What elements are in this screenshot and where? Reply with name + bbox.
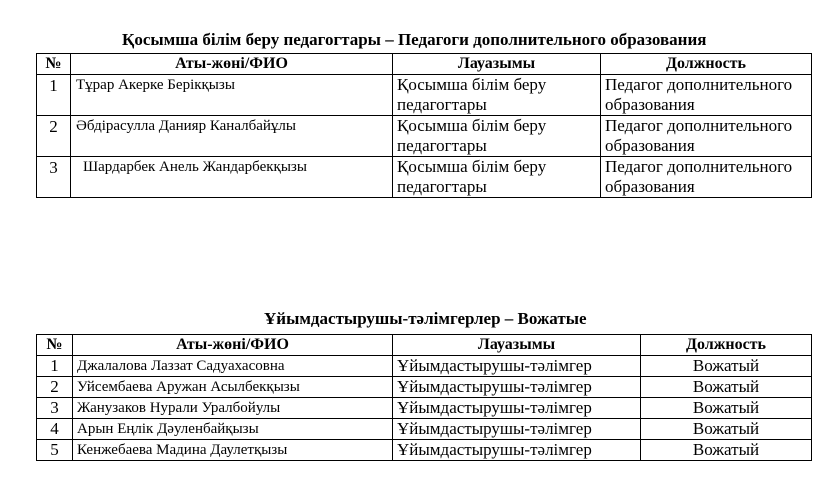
header-number: № [37,335,73,356]
section1-title: Қосымша білім беру педагогтары – Педагоги дополнительного образования [122,30,707,49]
table-header-row [37,54,812,75]
header-position-ru: Должность [641,335,812,356]
table-header-row [37,335,812,356]
row-full-name: Джалалова Лаззат Садуахасовна [73,356,393,377]
table-row [37,440,812,461]
row-number: 5 [37,440,73,461]
row-position-kz: Ұйымдастырушы-тәлімгер [393,419,641,440]
row-full-name: Тұрар Акерке Берікқызы [71,75,393,116]
row-full-name: Шардарбек Анель Жандарбекқызы [71,157,393,198]
table-row [37,116,812,157]
row-position-kz: Ұйымдастырушы-тәлімгер [393,440,641,461]
row-position-ru: Вожатый [641,377,812,398]
row-position-kz: Қосымша білім беру педагогтары [393,157,601,198]
header-position-ru: Должность [601,54,812,75]
row-position-ru: Педагог дополнительного образования [601,157,812,198]
row-number: 3 [37,398,73,419]
row-full-name: Кенжебаева Мадина Даулетқызы [73,440,393,461]
row-position-ru: Педагог дополнительного образования [601,116,812,157]
header-position-kz: Лауазымы [393,54,601,75]
row-position-ru: Вожатый [641,356,812,377]
row-position-ru: Вожатый [641,398,812,419]
row-full-name: Уйсембаева Аружан Асылбекқызы [73,377,393,398]
row-position-ru: Вожатый [641,440,812,461]
row-number: 2 [37,377,73,398]
row-position-kz: Қосымша білім беру педагогтары [393,75,601,116]
table-row [37,377,812,398]
row-number: 1 [37,75,71,116]
section2-title: Ұйымдастырушы-тәлімгерлер – Вожатые [264,309,587,328]
row-full-name: Жанузаков Нурали Уралбойулы [73,398,393,419]
header-full-name: Аты-жөні/ФИО [73,335,393,356]
staff-table-counselors [36,334,812,461]
header-full-name: Аты-жөні/ФИО [71,54,393,75]
table-row [37,398,812,419]
table-row [37,75,812,116]
row-number: 2 [37,116,71,157]
row-position-ru: Педагог дополнительного образования [601,75,812,116]
row-full-name: Арын Еңлік Дәуленбайқызы [73,419,393,440]
row-number: 3 [37,157,71,198]
table-row [37,157,812,198]
row-position-kz: Қосымша білім беру педагогтары [393,116,601,157]
row-number: 1 [37,356,73,377]
row-position-kz: Ұйымдастырушы-тәлімгер [393,356,641,377]
table-row [37,356,812,377]
row-number: 4 [37,419,73,440]
row-position-kz: Ұйымдастырушы-тәлімгер [393,398,641,419]
header-position-kz: Лауазымы [393,335,641,356]
header-number: № [37,54,71,75]
table-row [37,419,812,440]
row-position-ru: Вожатый [641,419,812,440]
row-full-name: Әбдірасулла Данияр Каналбайұлы [71,116,393,157]
row-position-kz: Ұйымдастырушы-тәлімгер [393,377,641,398]
staff-table-additional-education [36,53,812,198]
